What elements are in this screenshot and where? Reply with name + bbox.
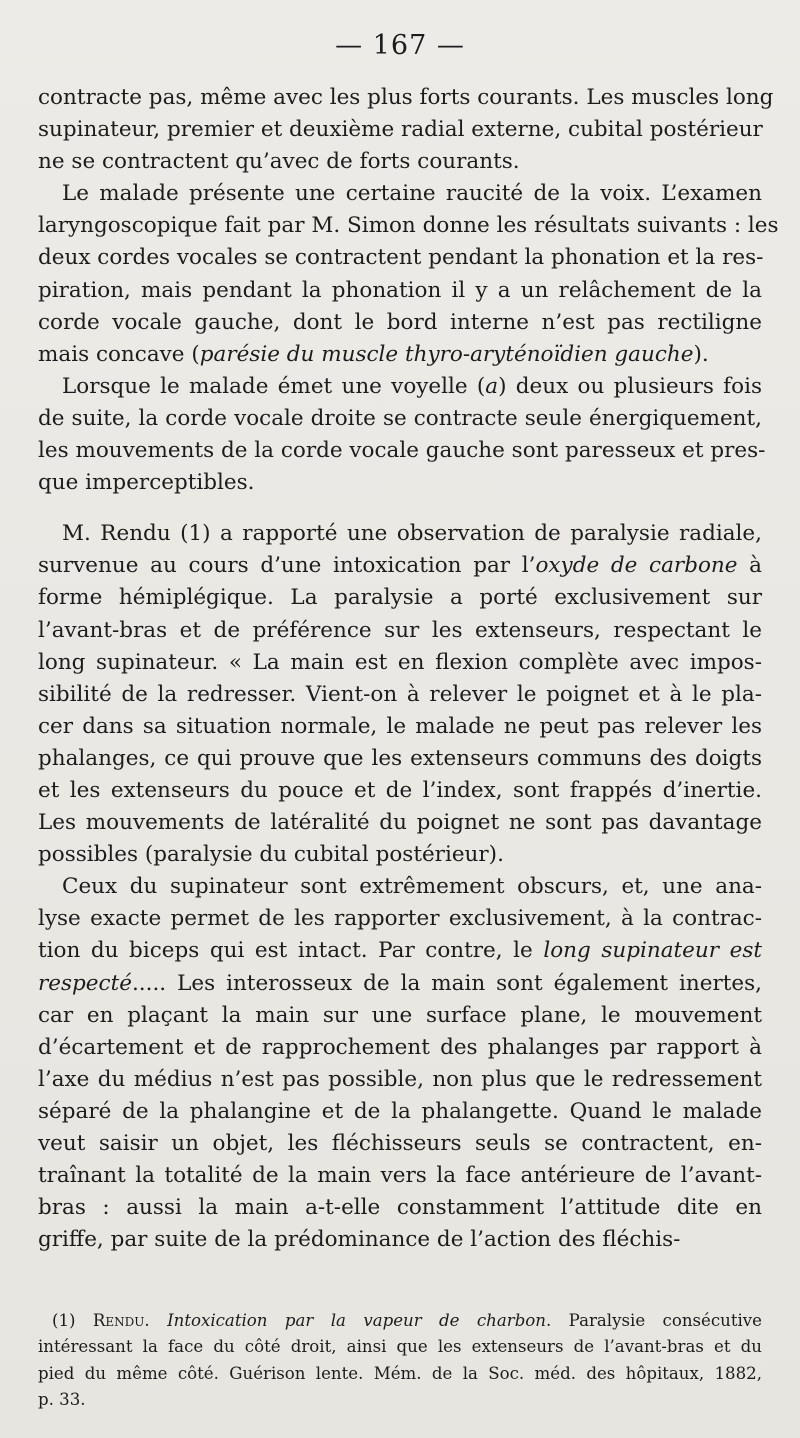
text-run: bras : aussi la main a-t-elle constamment l’attitude dite en xyxy=(38,1195,762,1221)
text-line xyxy=(38,1032,762,1064)
text-run: que imperceptibles. xyxy=(38,470,255,496)
text-line xyxy=(38,968,762,1000)
text-run: mais concave ( xyxy=(38,341,200,367)
text-run: corde vocale gauche, dont le bord interne n’est pas rectiligne xyxy=(38,309,762,335)
text-run: l’avant-bras et de préférence sur les extenseurs, respectant le xyxy=(38,617,762,643)
text-line xyxy=(38,743,762,775)
text-run: possibles (paralysie du cubital postérieur). xyxy=(38,842,504,868)
text-run: p. 33. xyxy=(38,1390,86,1410)
body-text xyxy=(38,82,779,1256)
text-run: Les mouvements de latéralité du poignet ne sont pas davantage xyxy=(38,810,762,836)
text-run: car en plaçant la main sur une surface plane, le mouvement xyxy=(38,1002,762,1028)
paragraph xyxy=(38,82,774,178)
text-line xyxy=(38,550,762,582)
text-run: . Paralysie consécutive xyxy=(546,1311,762,1330)
text-run: laryngoscopique fait par M. Simon donne les résultats suivants : les xyxy=(38,213,779,239)
text-run: intéressant la face du côté droit, ainsi que les extenseurs de l’avant-bras et du xyxy=(38,1337,762,1357)
text-run: griffe, par suite de la prédominance de l’action des fléchis- xyxy=(38,1227,681,1253)
text-line xyxy=(38,403,762,435)
text-run: Rendu xyxy=(92,1311,145,1330)
italic-text: oxyde de carbone xyxy=(535,553,738,579)
text-line xyxy=(38,339,762,371)
paragraph xyxy=(38,371,766,499)
text-line xyxy=(38,1000,762,1032)
text-run: traînant la totalité de la main vers la face antérieure de l’avant- xyxy=(38,1163,762,1189)
text-line xyxy=(38,839,762,871)
text-run: séparé de la phalangine et de la phalangette. Quand le malade xyxy=(38,1098,762,1124)
italic-text: parésie du muscle thyro-aryténoïdien gauche xyxy=(199,341,694,367)
text-line xyxy=(38,210,779,242)
text-line xyxy=(38,1160,762,1192)
text-run: cer dans sa situation normale, le malade ne peut pas relever les xyxy=(38,713,762,739)
paragraph xyxy=(38,871,762,1256)
text-line xyxy=(38,1308,762,1334)
paragraph-gap xyxy=(38,499,762,518)
italic-text: respecté xyxy=(38,970,132,996)
text-run: lyse exacte permet de les rapporter exclusivement, à la contrac- xyxy=(38,906,762,932)
text-line xyxy=(38,82,774,114)
text-line xyxy=(38,1096,762,1128)
text-run: pied du même côté. Guérison lente. Mém. de la Soc. méd. des hôpitaux, 1882, xyxy=(38,1363,762,1383)
text-run: ..... Les interosseux de la main sont également inertes, xyxy=(131,970,762,996)
text-line xyxy=(38,1387,762,1413)
text-line xyxy=(38,435,766,467)
text-line xyxy=(38,1192,762,1224)
text-line xyxy=(38,1224,762,1256)
text-run: ). xyxy=(693,341,709,367)
text-line xyxy=(38,371,762,403)
text-run: ne se contractent qu’avec de forts courants. xyxy=(38,149,520,175)
text-line xyxy=(38,903,762,935)
page-number: — 167 — xyxy=(335,30,465,61)
text-run: de suite, la corde vocale droite se contracte seule énergiquement, xyxy=(38,405,762,431)
text-line xyxy=(38,307,762,339)
text-line xyxy=(38,582,762,614)
text-line xyxy=(38,242,762,274)
italic-text: a xyxy=(485,373,499,399)
text-line xyxy=(38,615,762,647)
text-run: deux cordes vocales se contractent pendant la phonation et la res- xyxy=(38,245,764,271)
text-line xyxy=(38,146,762,178)
text-line xyxy=(38,775,762,807)
text-run: veut saisir un objet, les fléchisseurs seuls se contractent, en- xyxy=(38,1131,762,1156)
paragraph xyxy=(38,518,762,871)
text-run: supinateur, premier et deuxième radial externe, cubital postérieur xyxy=(38,117,763,143)
text-run: d’écartement et de rapprochement des phalanges par rapport à xyxy=(38,1034,762,1060)
italic-text: long supinateur est xyxy=(543,938,762,964)
text-line xyxy=(38,1334,762,1360)
text-run: forme hémiplégique. La paralysie a porté exclusivement sur xyxy=(38,585,762,611)
text-run: long supinateur. « La main est en flexion complète avec impos- xyxy=(38,649,762,675)
text-run: (1) xyxy=(52,1311,93,1330)
text-run: phalanges, ce qui prouve que les extenseurs communs des doigts xyxy=(38,745,762,771)
text-run: tion du biceps qui est intact. Par contre, le xyxy=(38,938,544,964)
text-line xyxy=(38,467,762,499)
text-run: Ceux du supinateur sont extrêmement obscurs, et, une ana- xyxy=(62,874,762,900)
paragraph xyxy=(38,178,779,371)
text-run: Lorsque le malade émet une voyelle ( xyxy=(62,373,486,399)
text-run: M. Rendu (1) a rapporté une observation de paralysie radiale, xyxy=(62,521,762,547)
text-line xyxy=(38,807,762,839)
text-line xyxy=(38,1128,762,1160)
text-line xyxy=(38,1361,762,1387)
text-line xyxy=(38,518,762,550)
text-line xyxy=(38,935,762,967)
text-line xyxy=(38,711,762,743)
text-run: les mouvements de la corde vocale gauche sont paresseux et pres- xyxy=(38,438,766,464)
text-line xyxy=(38,178,762,210)
text-line xyxy=(38,647,762,679)
text-run: à xyxy=(737,553,762,579)
text-line xyxy=(38,679,762,711)
text-line xyxy=(38,1064,762,1096)
text-run: contracte pas, même avec les plus forts courants. Les muscles long xyxy=(38,85,774,110)
text-run: et les extenseurs du pouce et de l’index, sont frappés d’inertie. xyxy=(38,777,762,803)
text-run: Le malade présente une certaine raucité de la voix. L’examen xyxy=(62,181,762,207)
text-run: survenue au cours d’une intoxication par l’ xyxy=(38,553,536,579)
text-run: piration, mais pendant la phonation il y a un relâchement de la xyxy=(38,277,762,303)
footnote xyxy=(38,1308,762,1414)
text-run: ) deux ou plusieurs fois xyxy=(498,373,762,399)
text-run: sibilité de la redresser. Vient-on à relever le poignet et à le pla- xyxy=(38,681,762,707)
text-line xyxy=(38,114,762,146)
text-run: l’axe du médius n’est pas possible, non plus que le redressement xyxy=(38,1066,762,1092)
italic-text: Intoxication par la vapeur de charbon xyxy=(167,1311,546,1330)
text-run: . xyxy=(144,1311,168,1330)
text-line xyxy=(38,275,762,307)
text-line xyxy=(38,871,762,903)
